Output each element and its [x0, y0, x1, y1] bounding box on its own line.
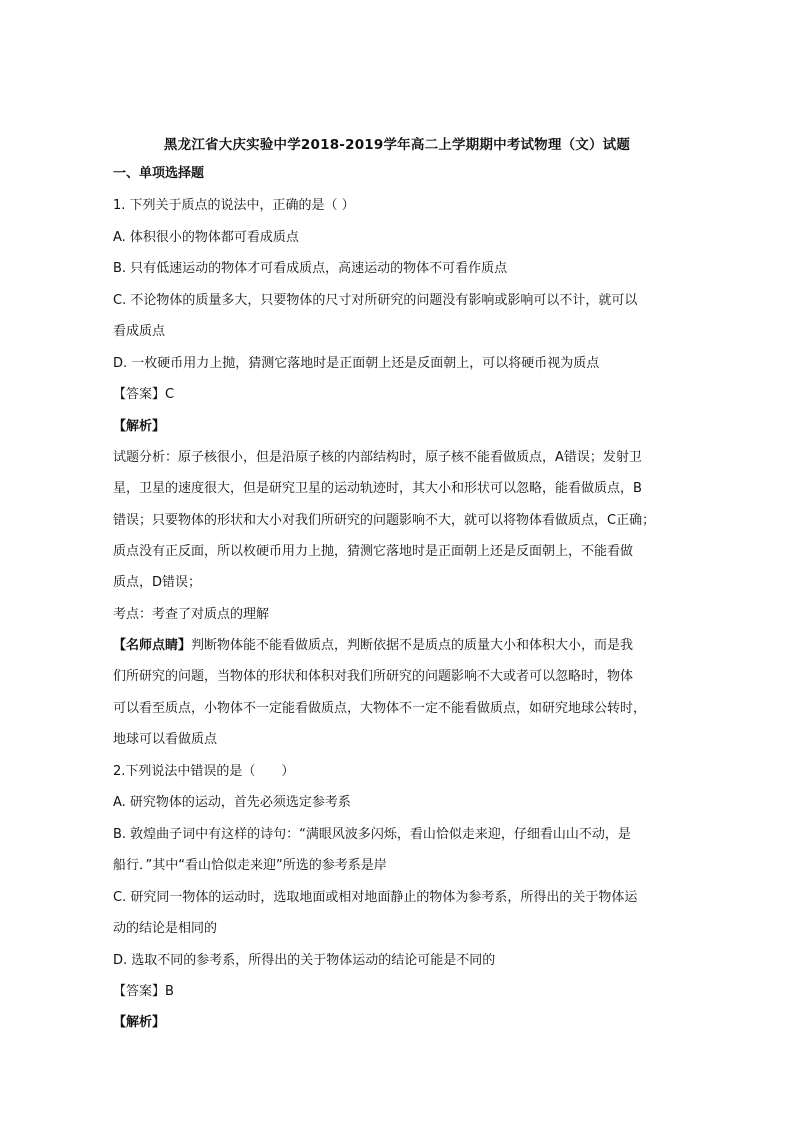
- document-title: 黑龙江省大庆实验中学2018-2019学年高二上学期期中考试物理（文）试题: [163, 137, 631, 153]
- q1-teacher-line: 们所研究的问题，当物体的形状和体积对我们所研究的问题影响不大或者可以忽略时，物体: [113, 669, 634, 684]
- q2-stem: 2.下列说法中错误的是（ ）: [113, 764, 295, 779]
- q1-option-c-line1: C. 不论物体的质量多大，只要物体的尺寸对所研究的问题没有影响或影响可以不计，就可以: [113, 293, 638, 308]
- q2-option-b-line2: 船行．”其中“看山恰似走来迎”所选的参考系是岸: [113, 858, 387, 873]
- q1-analysis-line: 质点没有正反面，所以枚硬币用力上抛，猜测它落地时是正面朝上还是反面朝上，不能看做: [113, 544, 634, 559]
- q1-analysis-line: 星，卫星的速度很大，但是研究卫星的运动轨迹时，其大小和形状可以忽略，能看做质点，B: [113, 481, 642, 496]
- q2-option-b-line1: B. 敦煌曲子词中有这样的诗句：“满眼风波多闪烁，看山恰似走来迎，仔细看山山不动，是: [113, 827, 631, 842]
- q1-option-b: B. 只有低速运动的物体才可看成质点，高速运动的物体不可看作质点: [113, 261, 508, 276]
- q1-analysis-line: 试题分析：原子核很小，但是沿原子核的内部结构时，原子核不能看做质点，A错误；发射卫: [113, 450, 642, 465]
- q1-option-c-line2: 看成质点: [113, 324, 166, 339]
- q1-analysis-line: 错误；只要物体的形状和大小对我们所研究的问题影响不大，就可以将物体看做质点，C正确；: [113, 513, 656, 528]
- q1-kaodian: 考点：考查了对质点的理解: [113, 607, 270, 622]
- q1-analysis-line: 质点，D错误；: [113, 575, 202, 590]
- q1-analysis-label: 【解析】: [113, 419, 166, 434]
- q1-option-d: D. 一枚硬币用力上抛，猜测它落地时是正面朝上还是反面朝上，可以将硬币视为质点: [113, 356, 600, 371]
- q2-option-a: A. 研究物体的运动，首先必须选定参考系: [113, 795, 351, 810]
- q2-answer: 【答案】B: [113, 984, 174, 999]
- q2-option-d: D. 选取不同的参考系，所得出的关于物体运动的结论可能是不同的: [113, 953, 496, 968]
- q1-stem: 1. 下列关于质点的说法中，正确的是（ ）: [113, 198, 355, 213]
- q1-teacher-line: 地球可以看做质点: [113, 732, 218, 747]
- section-heading: 一、单项选择题: [113, 166, 205, 181]
- q2-option-c-line1: C. 研究同一物体的运动时，选取地面或相对地面静止的物体为参考系，所得出的关于物体运: [113, 890, 638, 905]
- q1-answer: 【答案】C: [113, 387, 175, 402]
- q1-teacher-line-first: [113, 636, 633, 656]
- q1-teacher-text: 判断物体能不能看做质点，判断依据不是质点的质量大小和体积大小，而是我: [191, 638, 634, 653]
- q1-teacher-label: 【名师点睛】: [113, 638, 192, 653]
- q1-teacher-line: 可以看至质点，小物体不一定能看做质点，大物体不一定不能看做质点，如研究地球公转时，: [113, 701, 647, 716]
- q2-analysis-label: 【解析】: [113, 1015, 166, 1030]
- q1-option-a: A. 体积很小的物体都可看成质点: [113, 230, 299, 245]
- q2-option-c-line2: 动的结论是相同的: [113, 921, 218, 936]
